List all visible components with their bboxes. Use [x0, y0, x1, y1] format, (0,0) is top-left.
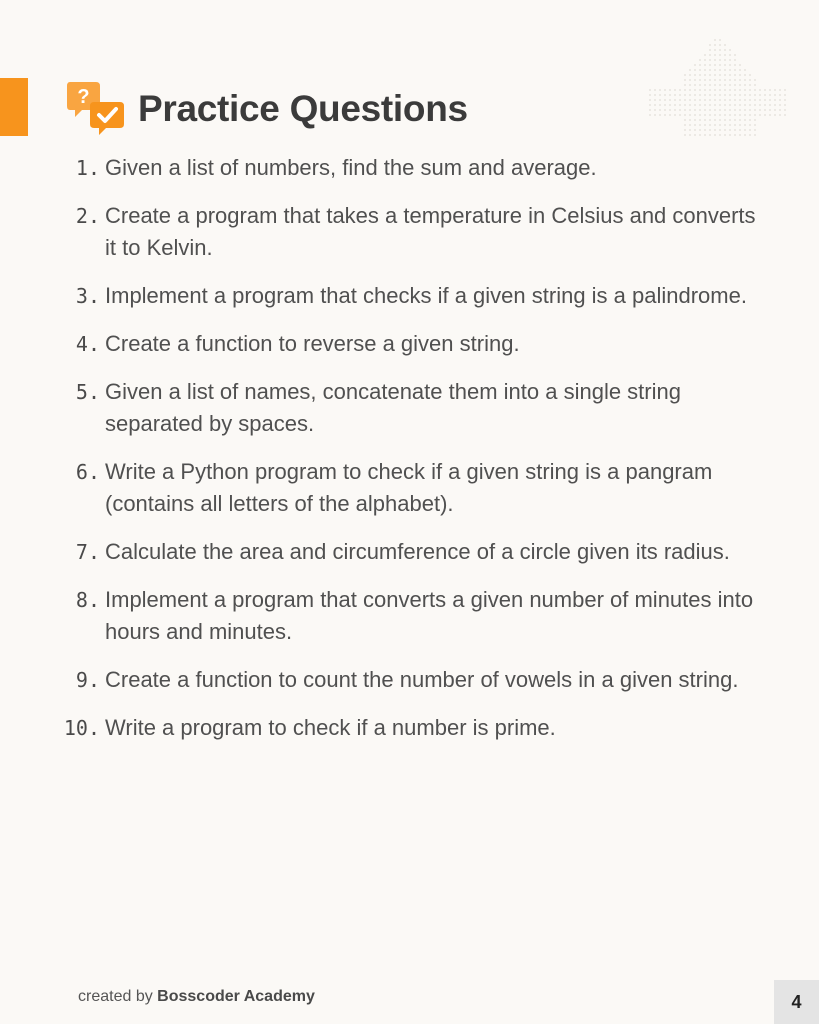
question-number: 4.: [75, 332, 100, 356]
accent-bar: [0, 78, 28, 136]
question-text: Write a Python program to check if a given string is a pangram (contains all letters of the alphabet).: [105, 459, 713, 516]
footer-brand: Bosscoder Academy: [157, 988, 315, 1005]
dot-pattern-group: [649, 39, 786, 136]
question-text: Given a list of numbers, find the sum and average.: [105, 155, 597, 180]
question-number: 9.: [75, 668, 100, 692]
page-header: [66, 80, 468, 138]
question-item-7: [0, 536, 819, 568]
question-text: Implement a program that converts a given number of minutes into hours and minutes.: [105, 587, 754, 644]
page-number-box: [774, 980, 819, 1024]
question-number: 5.: [75, 380, 100, 404]
footer-created-by: created by: [78, 988, 153, 1005]
question-item-6: [0, 456, 819, 520]
question-number: 3.: [75, 284, 100, 308]
question-item-9: [0, 664, 819, 696]
question-number: 8.: [75, 588, 100, 612]
question-number: 6.: [75, 460, 100, 484]
question-item-4: [0, 328, 819, 360]
question-number: 7.: [75, 540, 100, 564]
practice-question-list: [0, 152, 819, 760]
question-text: Create a program that takes a temperature in Celsius and converts it to Kelvin.: [105, 203, 756, 260]
question-text: Implement a program that checks if a given string is a palindrome.: [105, 283, 747, 308]
question-text: Given a list of names, concatenate them into a single string separated by spaces.: [105, 379, 681, 436]
question-item-1: [0, 152, 819, 184]
question-text: Create a function to count the number of vowels in a given string.: [105, 667, 739, 692]
footer-credit: [78, 988, 315, 1006]
question-number: 1.: [75, 156, 100, 180]
question-item-10: [0, 712, 819, 744]
question-item-8: [0, 584, 819, 648]
page-number: 4: [791, 991, 802, 1012]
chat-question-check-icon: [66, 80, 126, 138]
question-mark-glyph: ?: [77, 86, 90, 108]
question-text: Create a function to reverse a given string.: [105, 331, 520, 356]
question-number: 10.: [63, 716, 100, 740]
question-text: Calculate the area and circumference of a circle given its radius.: [105, 539, 730, 564]
question-item-5: [0, 376, 819, 440]
question-text: Write a program to check if a number is prime.: [105, 715, 556, 740]
question-number: 2.: [75, 204, 100, 228]
decorative-dot-pattern: [642, 22, 792, 142]
page-title: Practice Questions: [138, 88, 468, 129]
question-item-3: [0, 280, 819, 312]
question-item-2: [0, 200, 819, 264]
